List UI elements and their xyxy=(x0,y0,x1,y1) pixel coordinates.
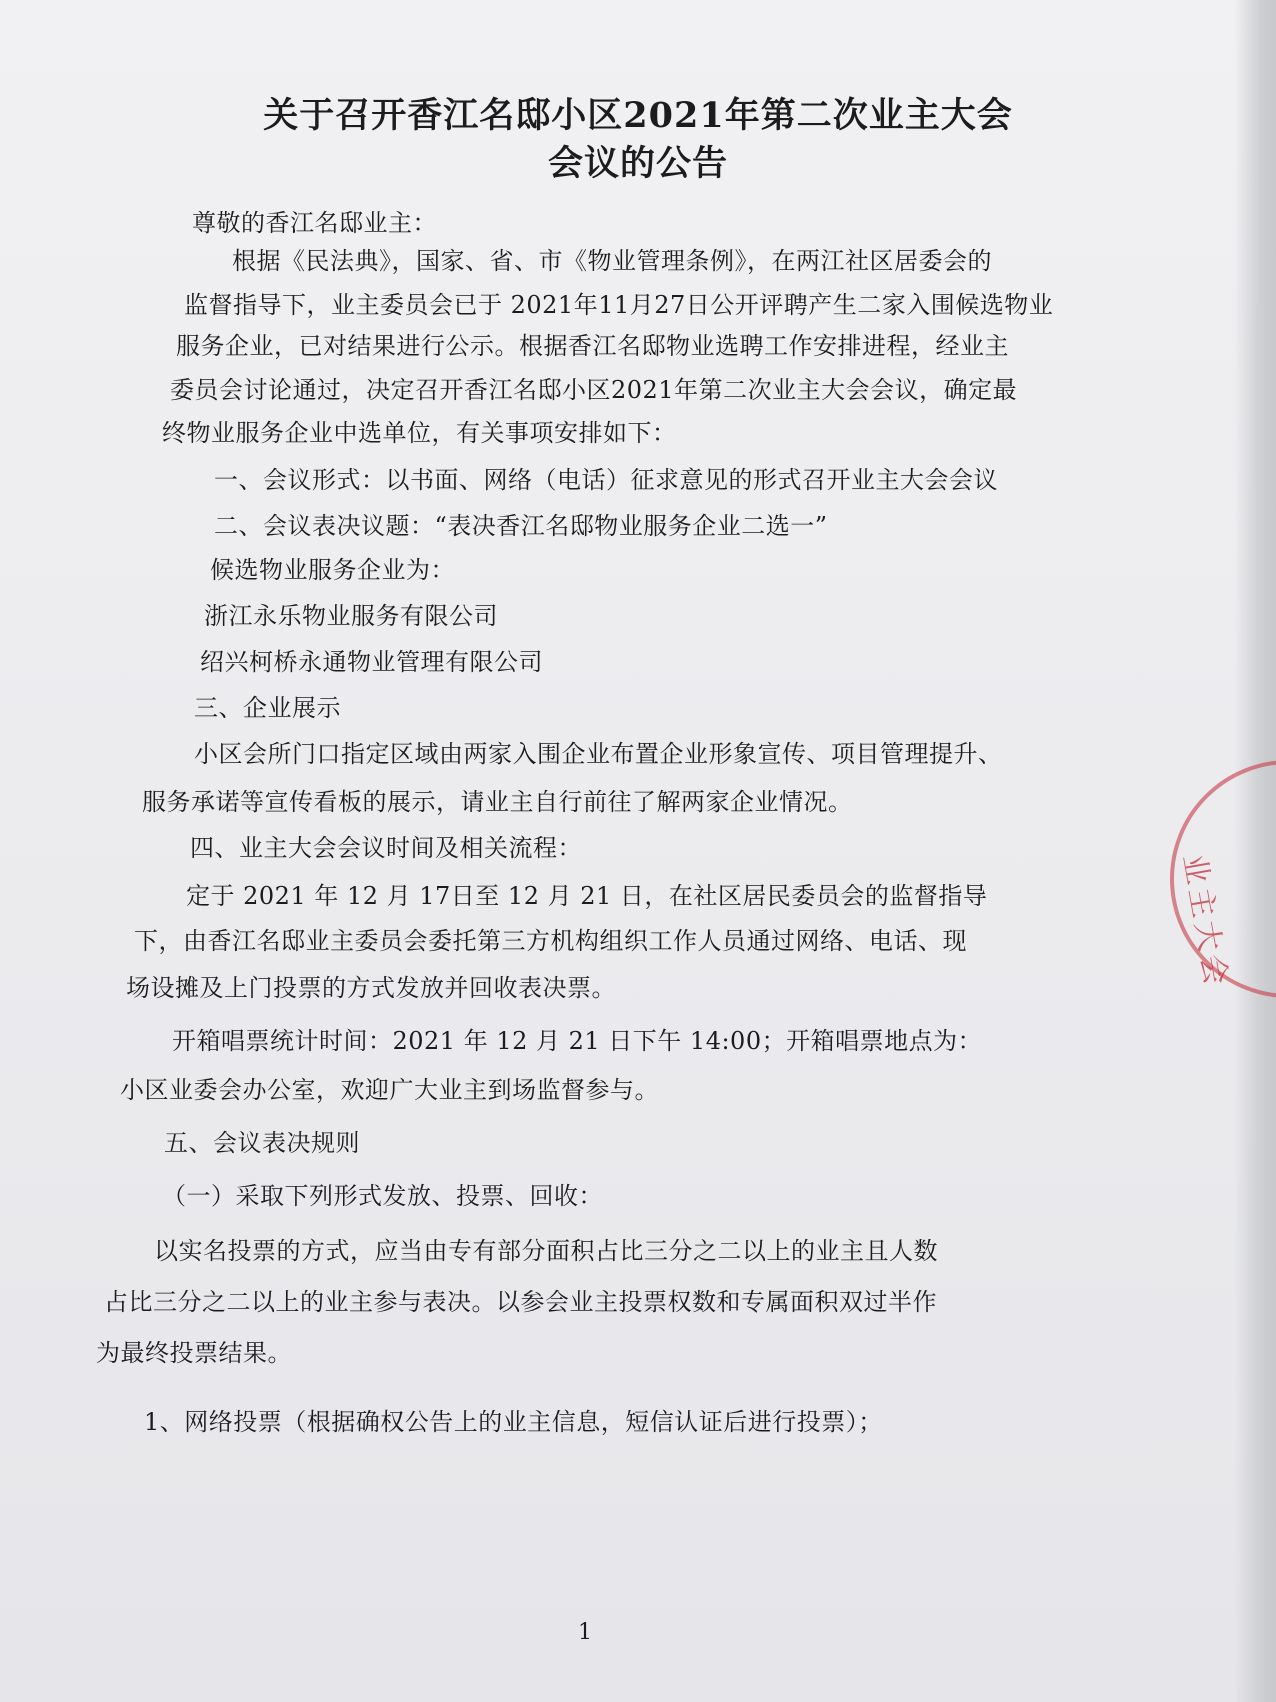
counting-location-line: 小区业委会办公室，欢迎广大业主到场监督参与。 xyxy=(120,1076,659,1104)
intro-line-2: 监督指导下，业主委员会已于 2021年11月27日公开评聘产生二家入围候选物业 xyxy=(184,291,1054,319)
section-4-body-line-2: 下，由香江名邸业主委员会委托第三方机构组织工作人员通过网络、电话、现 xyxy=(134,927,967,955)
section-2-voting-topic: 二、会议表决议题：“表决香江名邸物业服务企业二选一” xyxy=(214,512,828,540)
section-5-body-line-1: 以实名投票的方式，应当由专有部分面积占比三分之二以上的业主且人数 xyxy=(154,1237,938,1265)
intro-line-3: 服务企业，已对结果进行公示。根据香江名邸物业选聘工作安排进程，经业主 xyxy=(176,332,1009,360)
intro-line-1: 根据《民法典》，国家、省、市《物业管理条例》，在两江社区居委会的 xyxy=(232,247,992,275)
section-1-meeting-form: 一、会议形式：以书面、网络（电话）征求意见的形式召开业主大会会议 xyxy=(214,466,998,494)
notice-title-line2: 会议的公告 xyxy=(547,143,728,184)
candidate-company-2: 绍兴柯桥永通物业管理有限公司 xyxy=(200,648,543,676)
notice-title-line1: 关于召开香江名邸小区2021年第二次业主大会 xyxy=(263,95,1013,136)
section-3-body-line-1: 小区会所门口指定区域由两家入围企业布置企业形象宣传、项目管理提升、 xyxy=(194,740,1003,768)
candidate-company-1: 浙江永乐物业服务有限公司 xyxy=(204,602,498,630)
section-5-body-line-2: 占比三分之二以上的业主参与表决。以参会业主投票权数和专属面积双过半作 xyxy=(104,1288,937,1316)
section-5-heading: 五、会议表决规则 xyxy=(164,1129,360,1157)
intro-line-4: 委员会讨论通过，决定召开香江名邸小区2021年第二次业主大会会议，确定最 xyxy=(170,376,1018,404)
section-4-heading: 四、业主大会会议时间及相关流程： xyxy=(190,834,582,862)
section-4-body-line-1: 定于 2021 年 12 月 17日至 12 月 21 日，在社区居民委员会的监督指导 xyxy=(186,882,988,910)
intro-line-5: 终物业服务企业中选单位，有关事项安排如下： xyxy=(162,419,677,447)
page-number: 1 xyxy=(578,1620,592,1645)
section-3-body-line-2: 服务承诺等宣传看板的展示，请业主自行前往了解两家企业情况。 xyxy=(142,788,853,816)
counting-time-line: 开箱唱票统计时间：2021 年 12 月 21 日下午 14:00；开箱唱票地点为： xyxy=(172,1027,983,1055)
greeting: 尊敬的香江名邸业主： xyxy=(192,209,437,237)
seal-text: 业主大会 xyxy=(1175,851,1234,992)
candidates-label: 候选物业服务企业为： xyxy=(210,556,455,584)
section-5-subheading-1: （一）采取下列形式发放、投票、回收： xyxy=(162,1182,603,1210)
voting-method-1-online: 1、网络投票（根据确权公告上的业主信息，短信认证后进行投票）； xyxy=(144,1408,883,1436)
section-5-body-line-3: 为最终投票结果。 xyxy=(96,1339,292,1367)
section-3-heading: 三、企业展示 xyxy=(194,694,341,722)
section-4-body-line-3: 场设摊及上门投票的方式发放并回收表决票。 xyxy=(126,974,616,1002)
